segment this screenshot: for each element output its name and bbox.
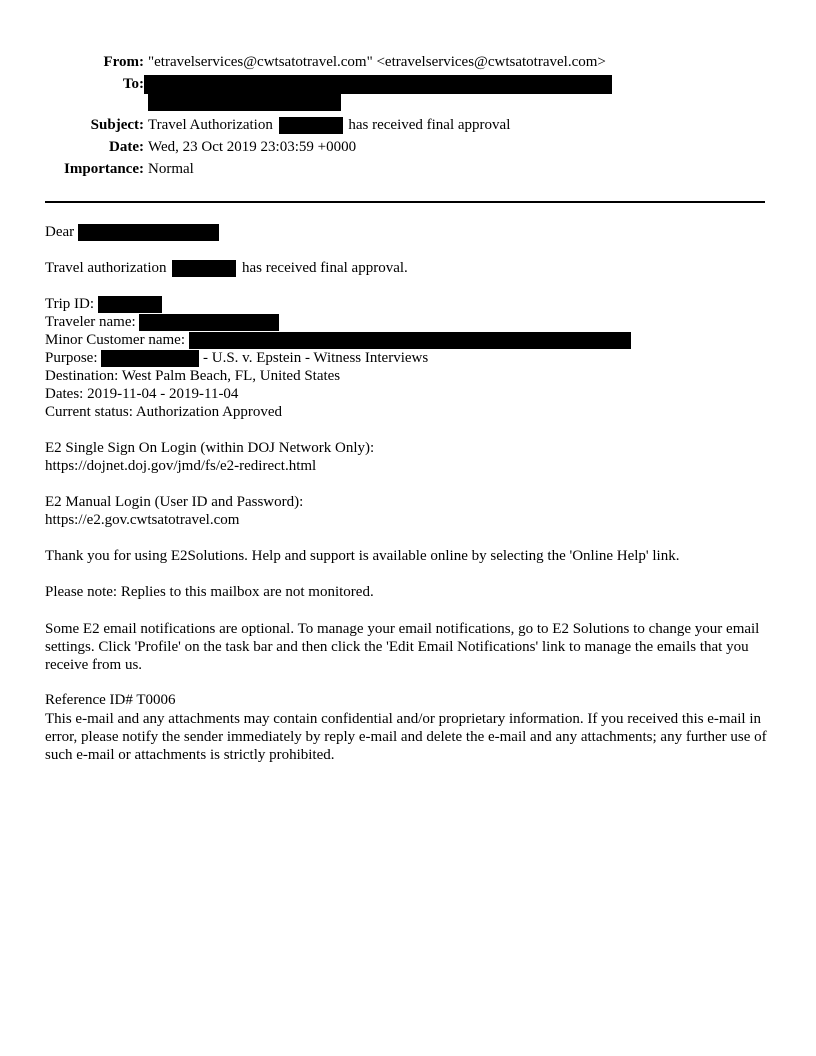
sso-link[interactable]: https://dojnet.doj.gov/jmd/fs/e2-redirect.html <box>45 458 317 474</box>
redaction-box <box>144 75 612 94</box>
auth-suffix: has received final approval. <box>242 260 408 276</box>
subject-value <box>148 117 510 134</box>
purpose-suffix: - U.S. v. Epstein - Witness Interviews <box>203 350 429 366</box>
manual-login-link[interactable]: https://e2.gov.cwtsatotravel.com <box>45 512 240 528</box>
minor-customer-label: Minor Customer name: <box>45 332 185 348</box>
redaction-box <box>98 296 162 313</box>
auth-prefix: Travel authorization <box>45 260 167 276</box>
disclaimer-text: This e-mail and any attachments may contain confidential and/or proprietary information. If you received this e-mail in error, please notify the sender immediately by reply e-mail and delete the e-mail and any attachments; any further use of such e-mail or attachments is strictly prohibited. <box>45 711 767 763</box>
trip-id-line <box>45 296 162 313</box>
purpose-label: Purpose: <box>45 350 98 366</box>
auth-line <box>45 260 408 277</box>
date-value: Wed, 23 Oct 2019 23:03:59 +0000 <box>148 139 357 155</box>
redaction-box <box>189 332 631 349</box>
importance-value: Normal <box>148 161 194 177</box>
manual-login-label: E2 Manual Login (User ID and Password): <box>45 494 304 510</box>
subject-label: Subject: <box>90 117 144 133</box>
redaction-box <box>78 224 219 241</box>
destination: Destination: West Palm Beach, FL, United States <box>45 368 341 384</box>
purpose-line <box>45 350 428 367</box>
sso-label: E2 Single Sign On Login (within DOJ Network Only): <box>45 440 375 456</box>
thanks-text: Thank you for using E2Solutions. Help and support is available online by selecting the 'Online Help' link. <box>45 548 680 564</box>
reference-id: Reference ID# T0006 <box>45 692 176 708</box>
greeting-line <box>45 224 219 241</box>
subject-suffix: has received final approval <box>348 117 511 133</box>
current-status: Current status: Authorization Approved <box>45 404 283 420</box>
date-label: Date: <box>109 139 144 155</box>
header-divider <box>45 201 765 203</box>
from-label: From: <box>103 54 144 70</box>
traveler-line <box>45 314 279 331</box>
dates: Dates: 2019-11-04 - 2019-11-04 <box>45 386 239 402</box>
importance-label: Importance: <box>64 161 144 177</box>
mailbox-note: Please note: Replies to this mailbox are not monitored. <box>45 584 374 600</box>
redaction-box <box>148 93 341 111</box>
traveler-label: Traveler name: <box>45 314 136 330</box>
trip-id-label: Trip ID: <box>45 296 95 312</box>
redaction-box <box>101 350 199 367</box>
subject-prefix: Travel Authorization <box>148 117 273 133</box>
optional-notifications-text: Some E2 email notifications are optional. To manage your email notifications, go to E2 Solutions to change your email settings. Click 'Profile' on the task bar and then click the 'Edit Email Notifications' link to manage the emails that you receive from us. <box>45 621 760 673</box>
greeting: Dear <box>45 224 75 240</box>
to-label: To: <box>122 76 144 92</box>
redaction-box <box>172 260 236 277</box>
redaction-box <box>139 314 279 331</box>
redaction-box <box>279 117 343 134</box>
from-value[interactable]: "etravelservices@cwtsatotravel.com" <etravelservices@cwtsatotravel.com> <box>148 54 606 70</box>
minor-customer-line <box>45 332 631 349</box>
